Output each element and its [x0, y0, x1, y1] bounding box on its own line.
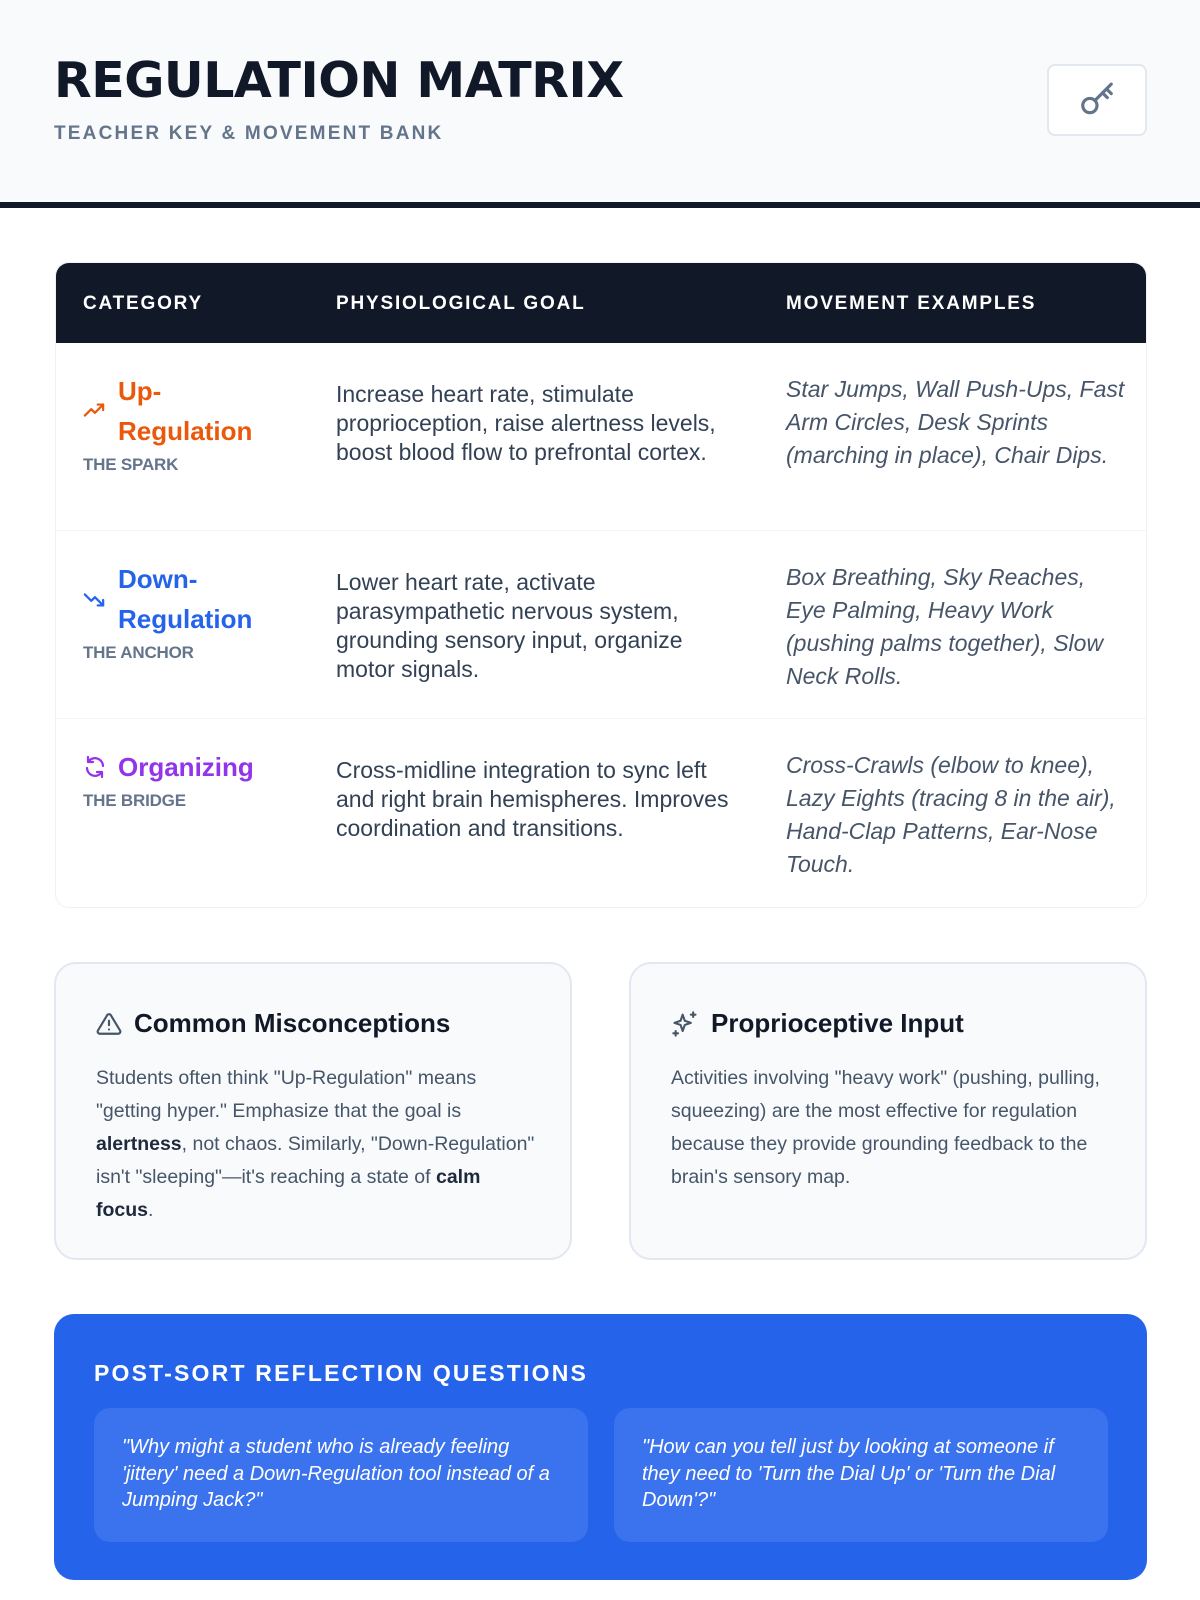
goal-cell: Increase heart rate, stimulate proprioception, raise alertness levels, boost blood flow to prefrontal cortex.	[336, 381, 716, 465]
trending-up-icon	[83, 400, 105, 422]
category-name: Down-Regulation	[118, 564, 253, 634]
goal-cell: Cross-midline integration to sync left and right brain hemispheres. Improves coordination and transitions.	[336, 757, 729, 841]
category-cell	[83, 559, 268, 639]
column-header-category: CATEGORY	[83, 293, 203, 314]
column-header-movements: MOVEMENT EXAMPLES	[786, 293, 1037, 314]
warning-triangle-icon	[96, 1011, 122, 1037]
sparkles-icon	[671, 1010, 699, 1038]
category-tag: THE ANCHOR	[83, 643, 194, 662]
page-title: REGULATION MATRIX	[54, 52, 624, 109]
goal-cell: Lower heart rate, activate parasympathetic nervous system, grounding sensory input, organize motor signals.	[336, 569, 683, 682]
category-name: Organizing	[118, 752, 254, 782]
column-header-goal: PHYSIOLOGICAL GOAL	[336, 293, 586, 314]
table-row	[56, 343, 1146, 531]
emphasis-calm-focus: calm focus	[96, 1166, 481, 1221]
movements-cell: Box Breathing, Sky Reaches, Eye Palming, Heavy Work (pushing palms together), Slow Neck Rolls.	[786, 564, 1104, 689]
key-icon	[1078, 81, 1116, 119]
trending-down-icon	[83, 588, 105, 610]
card-title: Proprioceptive Input	[711, 1008, 964, 1038]
category-tag: THE SPARK	[83, 455, 179, 474]
card-body: Students often think "Up-Regulation" means "getting hyper." Emphasize that the goal is alertness, not chaos. Similarly, "Down-Regulation" isn't "sleeping"—it's reaching a state of calm focus.	[96, 1067, 535, 1221]
movements-cell: Cross-Crawls (elbow to knee), Lazy Eights (tracing 8 in the air), Hand-Clap Patterns, Ear-Nose Touch.	[786, 752, 1116, 877]
emphasis-alertness: alertness	[96, 1133, 182, 1155]
proprioceptive-card	[629, 962, 1147, 1260]
category-tag: THE BRIDGE	[83, 791, 186, 810]
teacher-key-button[interactable]	[1047, 64, 1147, 136]
refresh-icon	[83, 755, 107, 779]
category-cell	[83, 371, 258, 451]
table-row	[56, 531, 1146, 719]
reflection-title: POST-SORT REFLECTION QUESTIONS	[94, 1360, 589, 1386]
reflection-question: "Why might a student who is already feeling 'jittery' need a Down-Regulation tool instead of a Jumping Jack?"	[94, 1408, 588, 1542]
reflection-panel	[54, 1314, 1147, 1580]
card-title: Common Misconceptions	[134, 1008, 451, 1038]
card-body: Activities involving "heavy work" (pushing, pulling, squeezing) are the most effective for regulation because they provide grounding feedback to the brain's sensory map.	[671, 1067, 1100, 1188]
movements-cell: Star Jumps, Wall Push-Ups, Fast Arm Circles, Desk Sprints (marching in place), Chair Dips.	[786, 376, 1125, 468]
regulation-table	[55, 262, 1147, 908]
misconceptions-card	[54, 962, 572, 1260]
table-header	[56, 263, 1146, 343]
table-row	[56, 719, 1146, 907]
category-name: Up-Regulation	[118, 376, 253, 446]
reflection-question: "How can you tell just by looking at someone if they need to 'Turn the Dial Up' or 'Turn the Dial Down'?"	[614, 1408, 1108, 1542]
page-header	[0, 0, 1200, 208]
category-cell	[83, 747, 298, 787]
page-subtitle: TEACHER KEY & MOVEMENT BANK	[54, 123, 444, 144]
